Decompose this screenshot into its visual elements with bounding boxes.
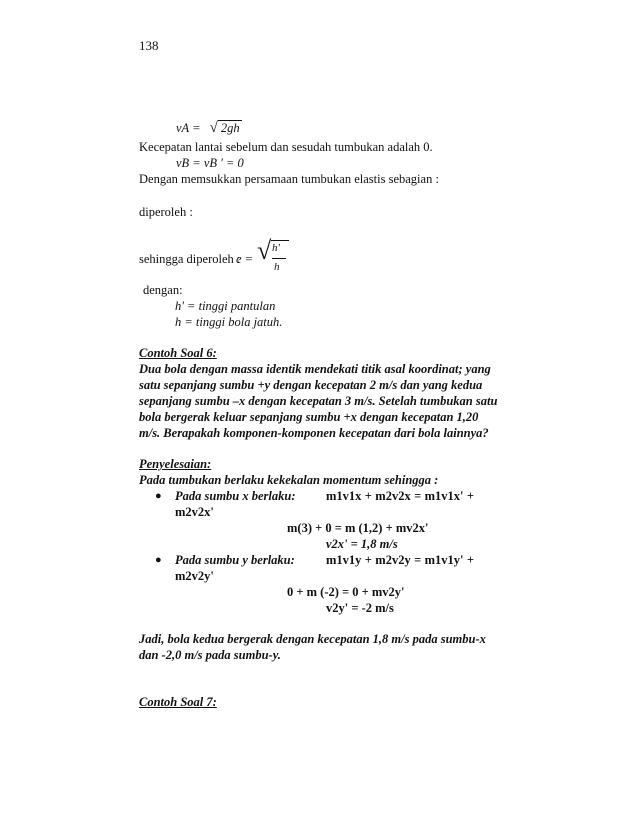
fraction-denominator: h <box>274 261 280 273</box>
conclusion-line: Jadi, bola kedua bergerak dengan kecepatan 1,8 m/s pada sumbu-x <box>139 632 486 646</box>
sqrt-overline <box>271 240 289 241</box>
equation-y-result: v2y' = -2 m/s <box>326 601 394 615</box>
example-6-line-last: m/s. Berapakah komponen-komponen kecepatan dari bola lainnya? <box>139 426 489 440</box>
example-7-title: Contoh Soal 7: <box>139 695 217 709</box>
equation-y-substitution: 0 + m (-2) = 0 + mv2y' <box>287 585 405 599</box>
example-6-line: Dua bola dengan massa identik mendekati titik asal koordinat; yang <box>139 362 491 376</box>
sqrt-symbol-large: √ <box>257 236 272 265</box>
fraction-bar <box>272 258 286 259</box>
equation-x-momentum-cont: m2v2x' <box>175 505 214 519</box>
fraction-numerator: h' <box>272 242 280 254</box>
definition-h-prime: h' = tinggi pantulan <box>175 299 276 313</box>
equation-va-lhs: vA = <box>176 121 201 135</box>
text-floor-speed: Kecepatan lantai sebelum dan sesudah tumbukan adalah 0. <box>139 140 433 154</box>
equation-y-momentum: m1v1y + m2v2y = m1v1y' + <box>326 553 474 567</box>
equation-x-momentum: m1v1x + m2v2x = m1v1x' + <box>326 489 474 503</box>
bullet: ● <box>155 554 162 566</box>
equation-y-momentum-cont: m2v2y' <box>175 569 214 583</box>
text-with: dengan: <box>143 283 183 297</box>
equation-x-substitution: m(3) + 0 = m (1,2) + mv2x' <box>287 521 429 535</box>
bullet: ● <box>155 490 162 502</box>
bullet-y-label: Pada sumbu y berlaku: <box>175 553 295 567</box>
page-number: 138 <box>139 38 159 53</box>
solution-intro: Pada tumbukan berlaku kekekalan momentum sehingga : <box>139 473 439 487</box>
equation-va-rhs: 2gh <box>218 120 242 136</box>
conclusion-line-last: dan -2,0 m/s pada sumbu-y. <box>139 648 281 662</box>
sqrt-symbol: √ <box>209 120 218 136</box>
example-6-line: satu sepanjang sumbu +y dengan kecepatan 2 m/s dan yang kedua <box>139 378 483 392</box>
solution-title: Penyelesaian: <box>139 457 212 471</box>
equation-va <box>176 120 242 137</box>
text-so-obtained: sehingga diperoleh : <box>139 252 241 266</box>
example-6-line: sepanjang sumbu –x dengan kecepatan 3 m/s. Setelah tumbukan satu <box>139 394 498 408</box>
equation-vb: vB = vB ' = 0 <box>176 156 244 170</box>
example-6-title: Contoh Soal 6: <box>139 346 217 360</box>
equation-e-lhs: e = <box>236 252 254 266</box>
bullet-x-label: Pada sumbu x berlaku: <box>175 489 296 503</box>
equation-x-result: v2x' = 1,8 m/s <box>326 537 398 551</box>
example-6-line: bola bergerak keluar sepanjang sumbu +x dengan kecepatan 1,20 <box>139 410 479 424</box>
text-insert-equation: Dengan memsukkan persamaan tumbukan elastis sebagian : <box>139 172 439 186</box>
definition-h: h = tinggi bola jatuh. <box>175 315 283 329</box>
text-obtained: diperoleh : <box>139 205 193 219</box>
